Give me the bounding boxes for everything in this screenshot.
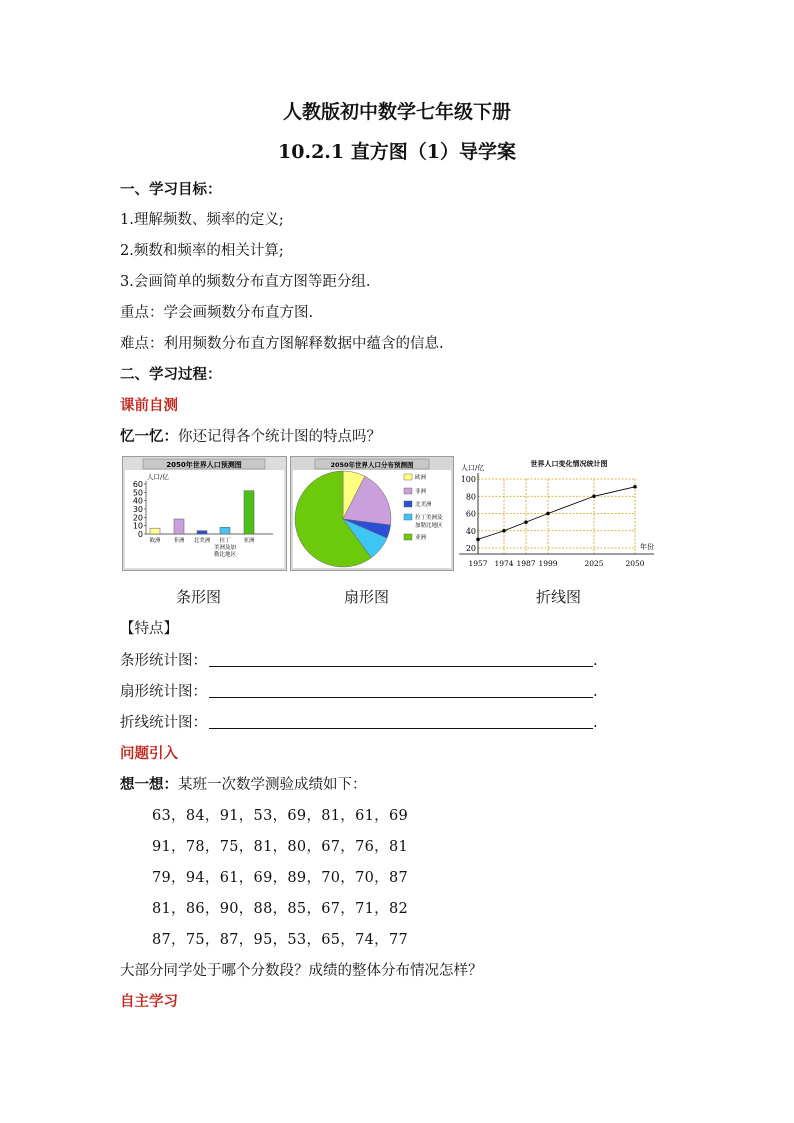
y-tick-label: 20 (465, 544, 476, 553)
recall-text: 你还记得各个统计图的特点吗？ (178, 429, 381, 445)
x-tick-label: 非洲 (173, 538, 185, 544)
answer-blank[interactable] (209, 652, 593, 667)
think-label: 想一想： (120, 776, 178, 793)
y-tick-label: 60 (132, 480, 143, 489)
feature-label: 折线统计图： (120, 715, 207, 731)
score-row: 81，86，90，88，85，67，71，82 (152, 901, 409, 917)
line-chart-title: 世界人口变化情况统计图 (530, 460, 608, 468)
line-end: . (593, 684, 598, 700)
goal-item: 2.频数和频率的相关计算; (120, 243, 284, 259)
caption-pie: 扇形图 (344, 588, 390, 606)
bar-chart-plot-background (125, 470, 284, 568)
x-tick-label: 拉丁 (219, 538, 231, 544)
pretest-heading: 课前自测 (120, 397, 178, 414)
y-tick-label: 80 (465, 492, 476, 502)
x-tick-label: 1999 (538, 559, 558, 568)
y-tick-label: 50 (132, 488, 143, 498)
data-point (476, 538, 480, 542)
recall-label: 忆一忆： (120, 428, 178, 445)
x-axis-label: 年份 (640, 543, 654, 551)
recall-prompt (120, 425, 381, 446)
y-tick-label: 20 (132, 513, 143, 523)
x-tick-label-continued: 美洲及加 (213, 545, 237, 551)
line-chart-figure (459, 456, 671, 571)
data-point (546, 512, 550, 516)
line-end: . (593, 653, 598, 669)
legend-swatch (404, 488, 412, 494)
feature-line-pie (120, 680, 598, 701)
goal-item: 3.会画简单的频数分布直方图等距分组. (120, 274, 371, 290)
legend-label: 欧洲 (415, 475, 427, 481)
caption-line: 折线图 (536, 588, 582, 606)
section-heading-goals: 一、学习目标： (120, 181, 222, 198)
pie-chart-figure (290, 456, 454, 571)
think-text: 某班一次数学测验成绩如下： (178, 777, 367, 793)
legend-swatch (404, 514, 412, 520)
series-line (478, 487, 635, 540)
y-tick-label: 40 (132, 496, 143, 506)
data-point (524, 520, 528, 524)
pie-chart (291, 457, 453, 570)
legend-label: 非洲 (415, 489, 427, 495)
legend-label: 北美洲 (415, 502, 432, 508)
x-tick-label: 亚洲 (243, 538, 255, 544)
y-axis-label: 人口/亿 (147, 473, 169, 481)
bar-chart (123, 457, 286, 570)
y-tick-label: 40 (465, 526, 476, 536)
score-row: 63，84，91，53，69，81，61，69 (152, 808, 409, 824)
score-row: 87，75，87，95，53，65，74，77 (152, 932, 409, 948)
question: 大部分同学处于哪个分数段？成绩的整体分布情况怎样？ (120, 963, 483, 979)
feature-label: 条形统计图： (120, 653, 207, 669)
features-heading: 【特点】 (120, 621, 178, 637)
section-heading-process: 二、学习过程： (120, 366, 222, 383)
legend-swatch (404, 534, 412, 540)
document-subtitle: 10.2.1 直方图（1）导学案 (278, 141, 516, 163)
think-prompt (120, 773, 367, 794)
bar-chart-title: 2050年世界人口预测图 (166, 461, 242, 469)
self-study-heading: 自主学习 (120, 993, 178, 1010)
feature-label: 扇形统计图： (120, 684, 207, 700)
y-tick-label: 60 (465, 509, 476, 519)
bar (150, 528, 160, 534)
answer-blank[interactable] (209, 683, 593, 698)
score-row: 79，94，61，69，89，70，70，87 (152, 870, 409, 886)
y-tick-label: 100 (460, 475, 476, 484)
legend-label: 亚洲 (415, 535, 427, 541)
x-tick-label: 北美洲 (193, 538, 211, 544)
data-point (592, 494, 596, 498)
data-point (502, 529, 506, 533)
intro-heading: 问题引入 (120, 745, 178, 762)
y-axis-label: 人口/亿 (461, 464, 485, 472)
x-tick-label: 1957 (468, 559, 488, 568)
x-tick-label: 1987 (516, 559, 536, 568)
difficulty: 难点：利用频数分布直方图解释数据中蕴含的信息. (120, 336, 444, 352)
bar-chart-figure (122, 456, 287, 571)
y-tick-label: 30 (132, 505, 143, 514)
feature-line-bar (120, 649, 598, 670)
y-tick-label: 10 (132, 521, 143, 531)
line-end: . (593, 715, 598, 731)
legend-label-continued: 加勒比地区 (415, 523, 443, 529)
x-tick-label-continued: 勒比地区 (213, 552, 237, 558)
bar (244, 491, 254, 534)
score-row: 91，78，75，81，80，67，76，81 (152, 839, 409, 855)
x-tick-label: 2025 (584, 559, 604, 568)
bar (174, 519, 184, 534)
answer-blank[interactable] (209, 714, 593, 729)
document-title: 人教版初中数学七年级下册 (282, 101, 511, 123)
legend-swatch (404, 501, 412, 507)
goal-item: 1.理解频数、频率的定义; (120, 212, 284, 228)
y-tick-label: 0 (137, 530, 143, 539)
x-tick-label: 1974 (494, 559, 514, 568)
pie-chart-title: 2050年世界人口分布预测图 (330, 461, 414, 469)
line-chart (459, 456, 671, 571)
legend-label: 拉丁美洲及 (415, 515, 443, 521)
bar (220, 527, 230, 534)
x-tick-label: 2050 (625, 559, 645, 568)
data-point (633, 485, 637, 489)
x-tick-label: 欧洲 (149, 538, 161, 544)
bar (197, 531, 207, 534)
legend-swatch (404, 474, 412, 480)
caption-bar: 条形图 (176, 588, 222, 606)
feature-line-line (120, 711, 598, 732)
key-point: 重点：学会画频数分布直方图. (120, 305, 314, 321)
